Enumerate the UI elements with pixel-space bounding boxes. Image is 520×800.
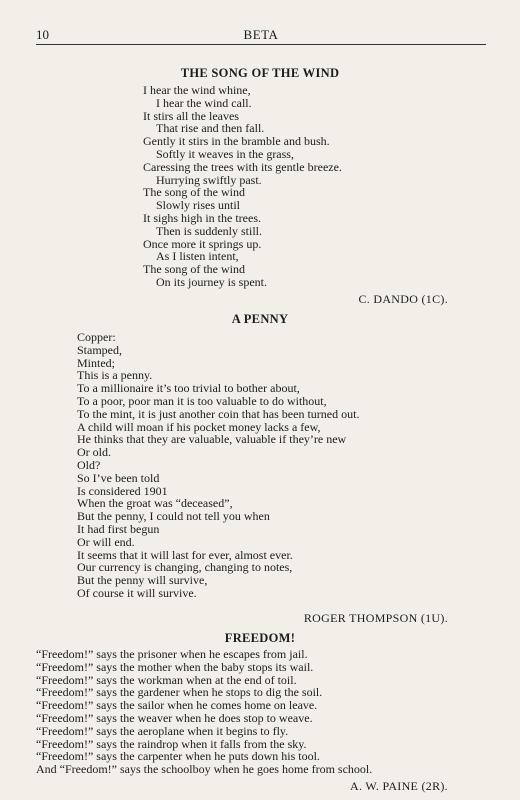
poem-line: It seems that it will last for ever, almost ever. (77, 547, 293, 562)
poem-line: Softly it weaves in the grass, (156, 146, 294, 161)
poem-line: Or will end. (77, 534, 135, 549)
page-number: 10 (36, 27, 49, 42)
poem-line: Once more it springs up. (143, 236, 262, 251)
poem-title-a-penny: A PENNY (231, 312, 289, 326)
poem-author-dando: C. DANDO (1C). (358, 292, 448, 306)
poem-line: He thinks that they are valuable, valuable if they’re new (77, 432, 347, 447)
poem-a-penny (77, 331, 359, 600)
poem-line: To a millionaire it’s too trivial to bother about, (77, 381, 300, 396)
poem-song-of-the-wind (143, 84, 342, 289)
poem-author-thompson: ROGER THOMPSON (1U). (303, 611, 448, 625)
poem-line: Copper: (77, 330, 116, 344)
poem-line: And “Freedom!” says the schoolboy when he goes home from school. (36, 762, 373, 777)
poem-line: It stirs all the leaves (143, 108, 239, 123)
poem-line: It sighs high in the trees. (143, 210, 261, 225)
poem-line: Then is suddenly still. (156, 223, 262, 238)
poem-line: Gently it stirs in the bramble and bush. (143, 134, 330, 149)
poem-line: “Freedom!” says the raindrop when it falls from the sky. (36, 736, 307, 751)
page-header (36, 24, 486, 45)
poem-line: “Freedom!” says the aeroplane when it begins to fly. (36, 723, 289, 738)
poem-line: To a poor, poor man it is too valuable to do without, (77, 393, 327, 408)
poem-line: This is a penny. (77, 368, 153, 383)
poem-line: When the groat was “deceased”, (77, 496, 233, 511)
poem-line: Or old. (77, 445, 111, 460)
poem-line: I hear the wind whine, (143, 83, 251, 97)
poem-line: “Freedom!” says the weaver when he does stop to weave. (36, 710, 313, 725)
poem-line: Stamped, (77, 342, 122, 357)
poem-line: The song of the wind (143, 262, 245, 277)
poem-line: That rise and then fall. (156, 121, 265, 136)
running-title: BETA (243, 27, 279, 42)
poem-line: But the penny, I could not tell you when (77, 509, 270, 524)
poem-line: The song of the wind (143, 185, 245, 200)
poem-author-paine: A. W. PAINE (2R). (349, 779, 448, 793)
poem-line: Is considered 1901 (77, 483, 168, 498)
poem-line: “Freedom!” says the workman when at the end of toil. (36, 672, 297, 687)
poem-line: To the mint, it is just another coin that has been turned out. (77, 406, 360, 421)
poem-line: Hurrying swiftly past. (156, 172, 262, 187)
poem-title-freedom: FREEDOM! (224, 631, 296, 645)
poem-line: “Freedom!” says the mother when the baby stops its wail. (36, 659, 314, 674)
poem-line: Slowly rises until (156, 198, 241, 213)
poem-line: Our currency is changing, changing to notes, (77, 560, 293, 575)
poem-line: Minted; (77, 355, 115, 370)
poem-line: I hear the wind call. (156, 95, 252, 110)
poem-line: But the penny will survive, (77, 573, 208, 588)
poem-line: “Freedom!” says the gardener when he stops to dig the soil. (36, 685, 323, 700)
poem-line: Of course it will survive. (77, 585, 197, 600)
poem-line: On its journey is spent. (156, 274, 267, 289)
poem-line: “Freedom!” says the carpenter when he puts down his tool. (36, 749, 320, 764)
poem-line: “Freedom!” says the sailor when he comes home on leave. (36, 698, 318, 713)
poem-line: A child will moan if his pocket money lacks a few, (77, 419, 321, 434)
poem-line: As I listen intent, (156, 249, 239, 264)
poem-freedom (36, 648, 372, 776)
poem-line: So I’ve been told (77, 470, 160, 485)
poem-line: Old? (77, 457, 101, 472)
poem-line: It had first begun (77, 521, 160, 536)
poem-line: “Freedom!” says the prisoner when he escapes from jail. (36, 647, 308, 661)
poem-title-song-of-the-wind: THE SONG OF THE WIND (180, 66, 340, 80)
poem-line: Caressing the trees with its gentle breeze. (143, 159, 342, 174)
